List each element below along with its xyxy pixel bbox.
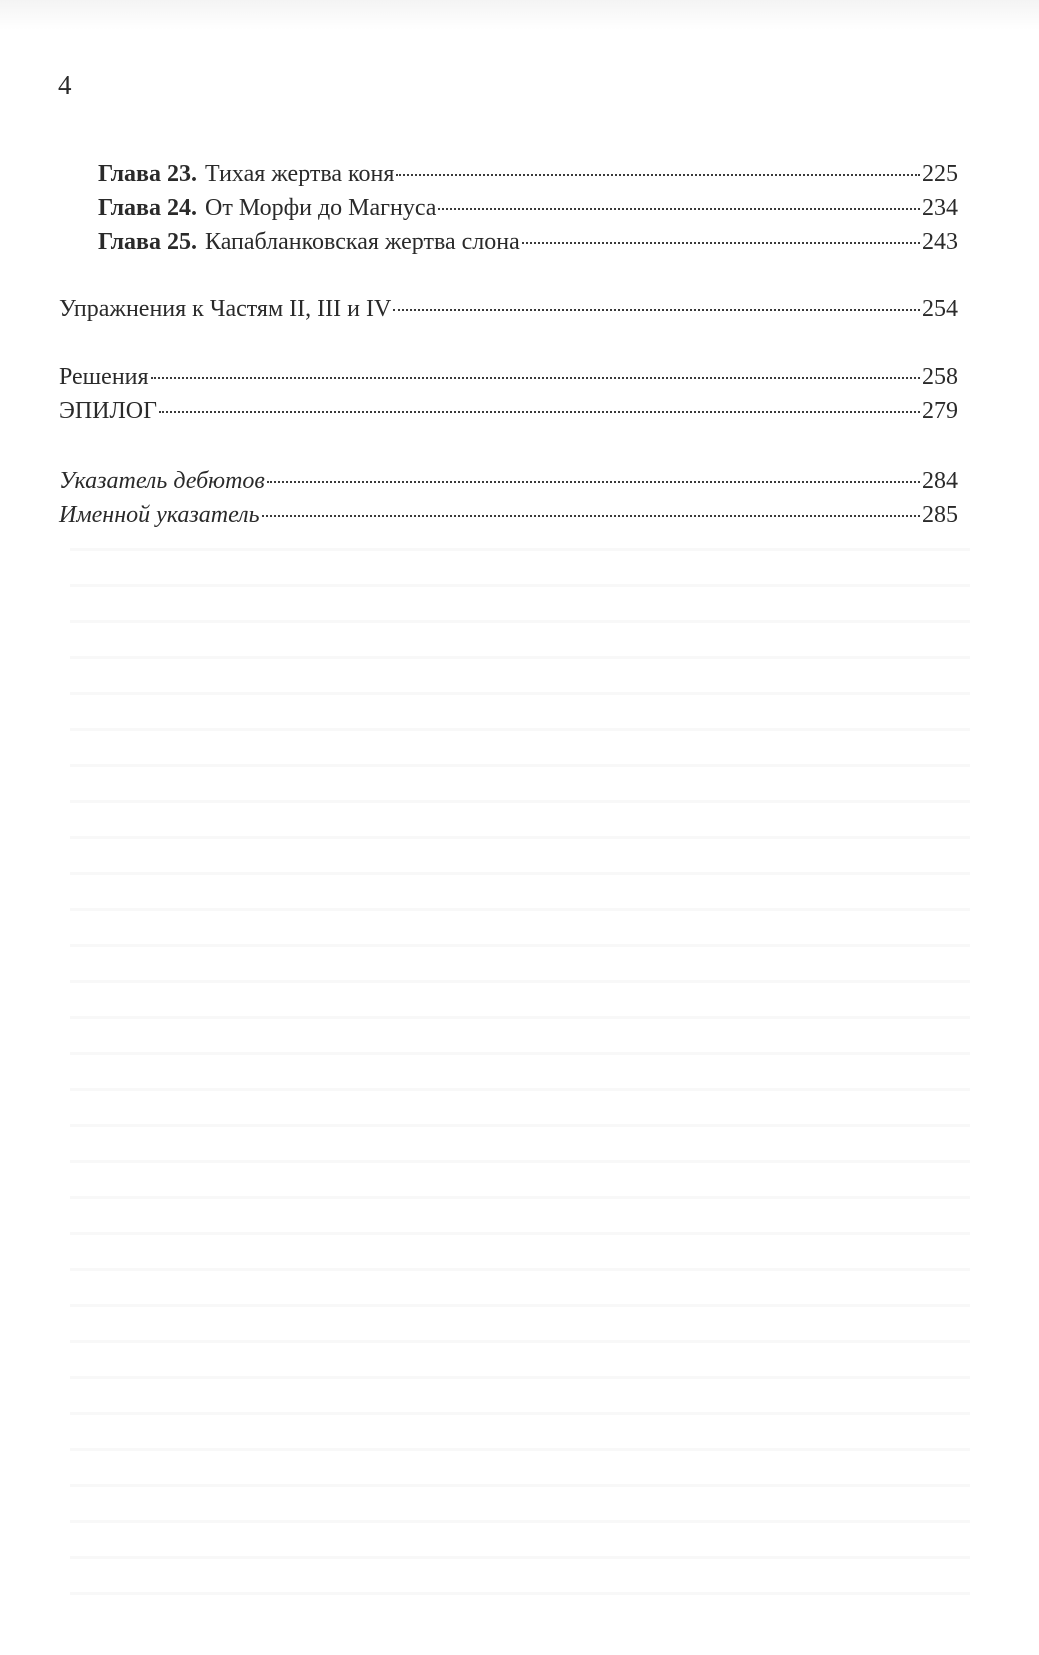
toc-entry-chapter-25[interactable] xyxy=(98,227,958,257)
page-ref: 243 xyxy=(922,229,958,255)
chapter-number: Глава 25. xyxy=(98,229,197,255)
toc-entry-solutions[interactable] xyxy=(59,362,958,392)
toc-entry-chapter-24[interactable] xyxy=(98,193,958,223)
chapter-title: Тихая жертва коня xyxy=(205,161,395,187)
page-number: 4 xyxy=(58,70,72,100)
toc-entry-openings-index[interactable] xyxy=(59,466,958,496)
chapter-title: Капабланковская жертва слона xyxy=(205,229,520,255)
dot-leader xyxy=(262,515,920,517)
page-ref: 234 xyxy=(922,195,958,221)
toc-entry-exercises[interactable] xyxy=(59,294,958,324)
dot-leader xyxy=(267,481,920,483)
toc-entry-chapter-23[interactable] xyxy=(98,159,958,189)
chapter-number: Глава 24. xyxy=(98,195,197,221)
bleed-through-text xyxy=(70,520,970,1620)
section-title: Упражнения к Частям II, III и IV xyxy=(59,296,392,322)
section-title: ЭПИЛОГ xyxy=(59,398,157,424)
dot-leader xyxy=(393,309,920,311)
section-title: Решения xyxy=(59,364,149,390)
dot-leader xyxy=(522,242,920,244)
page-ref: 284 xyxy=(922,468,958,494)
toc-entry-name-index[interactable] xyxy=(59,500,958,530)
toc-entry-epilogue[interactable] xyxy=(59,396,958,426)
dot-leader xyxy=(151,377,920,379)
page-ref: 254 xyxy=(922,296,958,322)
page-ref: 279 xyxy=(922,398,958,424)
dot-leader xyxy=(396,174,920,176)
section-title: Именной указатель xyxy=(59,502,260,528)
page-ref: 285 xyxy=(922,502,958,528)
chapter-title: От Морфи до Магнуса xyxy=(205,195,437,221)
dot-leader xyxy=(159,411,920,413)
page-ref: 258 xyxy=(922,364,958,390)
section-title: Указатель дебютов xyxy=(59,468,265,494)
chapter-number: Глава 23. xyxy=(98,161,197,187)
dot-leader xyxy=(438,208,920,210)
page-ref: 225 xyxy=(922,161,958,187)
